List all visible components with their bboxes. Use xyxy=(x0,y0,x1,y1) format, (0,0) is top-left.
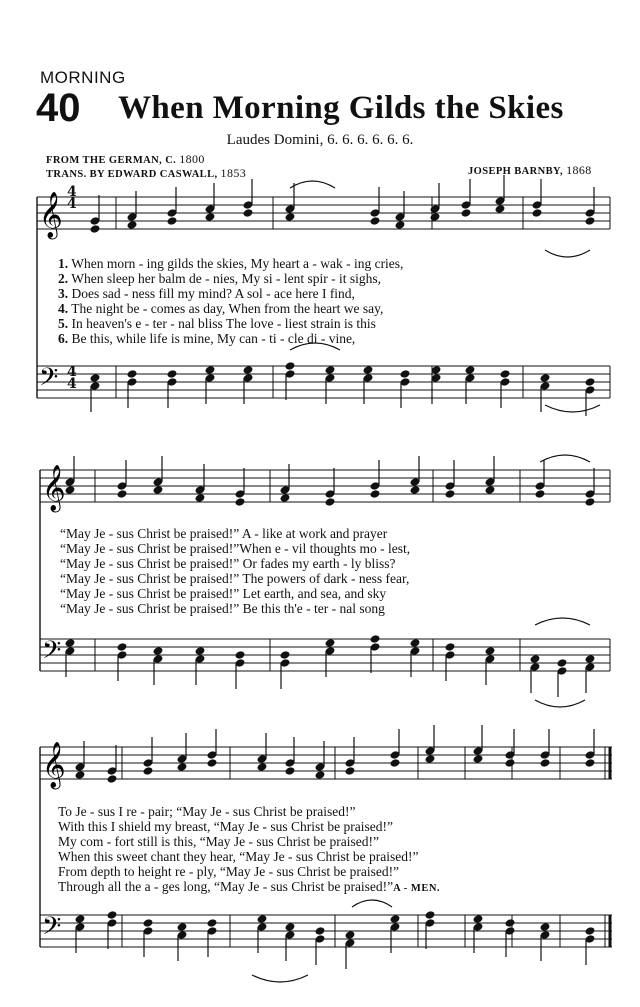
lyric-line: “May Je - sus Christ be praised!” A - like at work and prayer xyxy=(60,526,388,541)
note-head xyxy=(153,485,164,495)
note-head xyxy=(325,497,336,507)
lyric-line: With this I shield my breast, “May Je - sus Christ be praised!” xyxy=(58,819,394,834)
note-head xyxy=(207,758,218,768)
note-head xyxy=(315,926,326,936)
note-head xyxy=(585,497,596,507)
note-head xyxy=(177,762,188,772)
note-head xyxy=(585,654,596,664)
treble-clef-icon: 𝄞 xyxy=(42,465,66,511)
lyric-line: “May Je - sus Christ be praised!” Be this th'e - ter - nal song xyxy=(60,601,385,616)
note-head xyxy=(325,638,336,648)
tie-slur xyxy=(535,618,590,625)
note-head xyxy=(75,914,86,924)
time-signature-bottom: 4 xyxy=(67,196,77,212)
time-signature-top: 4 xyxy=(67,184,77,200)
note-head xyxy=(410,485,421,495)
note-head xyxy=(530,654,541,664)
time-signature-top: 4 xyxy=(67,364,77,380)
bass-clef-icon: 𝄢 xyxy=(42,912,62,947)
treble-time-signature xyxy=(67,186,77,210)
note-head xyxy=(315,770,326,780)
composer-year: 1868 xyxy=(566,163,592,177)
lyric-line: “May Je - sus Christ be praised!” Let earth, and sea, and sky xyxy=(60,586,387,601)
treble-clef-icon: 𝄞 xyxy=(42,742,66,788)
lyrics-system-2 xyxy=(60,526,620,616)
note-head xyxy=(500,369,511,379)
bass-clef-icon: 𝄢 xyxy=(39,363,59,398)
note-head xyxy=(127,369,138,379)
note-head xyxy=(505,758,516,768)
hymn-number: 40 xyxy=(36,86,81,130)
note-head xyxy=(485,646,496,656)
note-head xyxy=(400,369,411,379)
note-head xyxy=(473,754,484,764)
note-head xyxy=(410,638,421,648)
note-head xyxy=(395,220,406,230)
note-head xyxy=(585,377,596,387)
lyric-line: 2. When sleep her balm de - nies, My si - lent spir - it sighs, xyxy=(58,271,381,286)
note-head xyxy=(75,770,86,780)
tie-slur xyxy=(540,455,590,462)
note-head xyxy=(243,365,254,375)
lyric-line: “May Je - sus Christ be praised!” The powers of dark - ness fear, xyxy=(60,571,410,586)
note-head xyxy=(195,646,206,656)
translator-year: 1853 xyxy=(220,166,247,180)
text-source-year: 1800 xyxy=(179,152,205,166)
note-head xyxy=(235,650,246,660)
note-head xyxy=(65,638,76,648)
note-head xyxy=(285,766,296,776)
note-head xyxy=(257,914,268,924)
note-head xyxy=(370,634,381,644)
note-head xyxy=(540,373,551,383)
tie-slur xyxy=(290,181,335,188)
note-head xyxy=(153,646,164,656)
note-head xyxy=(167,369,178,379)
note-head xyxy=(485,485,496,495)
translator-label: TRANS. BY EDWARD CASWALL, xyxy=(46,169,218,180)
note-head xyxy=(540,922,551,932)
tie-slur xyxy=(252,975,308,982)
lyric-line: To Je - sus I re - pair; “May Je - sus Christ be praised!” xyxy=(58,804,356,819)
note-head xyxy=(107,910,118,920)
lyric-line: From depth to height re - ply, “May Je - sus Christ be praised!” xyxy=(58,864,400,879)
note-head xyxy=(585,216,596,226)
note-head xyxy=(445,489,456,499)
tie-slur xyxy=(545,405,600,412)
note-head xyxy=(285,361,296,371)
note-head xyxy=(280,650,291,660)
note-head xyxy=(205,212,216,222)
composer-label: JOSEPH BARNBY, xyxy=(468,166,564,177)
hymn-title: When Morning Gilds the Skies xyxy=(118,90,564,126)
note-head xyxy=(117,489,128,499)
bass-clef-icon: 𝄢 xyxy=(42,636,62,671)
note-head xyxy=(143,918,154,928)
note-head xyxy=(390,758,401,768)
lyric-line: “May Je - sus Christ be praised!”When e - vil thoughts mo - lest, xyxy=(60,541,411,556)
note-head xyxy=(532,208,543,218)
lyrics-system-3 xyxy=(58,804,618,894)
lyric-line: 1. When morn - ing gilds the skies, My heart a - wak - ing cries, xyxy=(58,256,404,271)
note-head xyxy=(235,497,246,507)
text-source-label: FROM THE GERMAN, C. xyxy=(46,155,177,166)
note-head xyxy=(257,762,268,772)
lyric-line: “May Je - sus Christ be praised!” Or fades my earth - ly bliss? xyxy=(60,556,396,571)
note-head xyxy=(505,918,516,928)
note-head xyxy=(473,914,484,924)
note-head xyxy=(345,766,356,776)
note-head xyxy=(445,642,456,652)
amen-label: A - MEN. xyxy=(393,883,441,894)
note-head xyxy=(117,642,128,652)
note-head xyxy=(167,216,178,226)
note-head xyxy=(127,220,138,230)
tie-slur xyxy=(535,700,585,707)
note-head xyxy=(207,918,218,928)
note-head xyxy=(285,922,296,932)
lyric-line: 4. The night be - comes as day, When from the heart we say, xyxy=(58,301,384,316)
note-head xyxy=(585,758,596,768)
section-heading: MORNING xyxy=(40,68,126,87)
lyric-line: 3. Does sad - ness fill my mind? A sol - ace here I find, xyxy=(58,286,355,301)
note-head xyxy=(425,754,436,764)
note-head xyxy=(285,212,296,222)
note-head xyxy=(325,365,336,375)
note-head xyxy=(430,212,441,222)
lyrics-system-1 xyxy=(58,256,618,346)
note-head xyxy=(535,489,546,499)
bass-time-signature xyxy=(67,366,77,390)
note-head xyxy=(370,489,381,499)
note-head xyxy=(280,493,291,503)
note-head xyxy=(143,766,154,776)
note-head xyxy=(177,922,188,932)
tie-slur xyxy=(352,900,392,907)
lyric-line: 6. Be this, while life is mine, My can - ti - cle di - vine, xyxy=(58,331,356,346)
note-head xyxy=(90,224,101,234)
lyric-line: 5. In heaven's e - ter - nal bliss The love - liest strain is this xyxy=(58,316,376,331)
treble-clef-icon: 𝄞 xyxy=(39,192,63,238)
note-head xyxy=(107,774,118,784)
note-head xyxy=(495,204,506,214)
note-head xyxy=(205,365,216,375)
note-head xyxy=(461,208,472,218)
time-signature-bottom: 4 xyxy=(67,376,77,392)
lyric-line: Through all the a - ges long, “May Je - sus Christ be praised!”A - MEN. xyxy=(58,879,441,894)
note-head xyxy=(195,493,206,503)
lyric-line: My com - fort still is this, “May Je - sus Christ be praised!” xyxy=(58,834,379,849)
note-head xyxy=(243,208,254,218)
tune-name: Laudes Domini, 6. 6. 6. 6. 6. 6. xyxy=(226,132,414,148)
note-head xyxy=(390,914,401,924)
note-head xyxy=(557,658,568,668)
note-head xyxy=(540,758,551,768)
note-head xyxy=(65,485,76,495)
note-head xyxy=(370,216,381,226)
lyric-line: When this sweet chant they hear, “May Je - sus Christ be praised!” xyxy=(58,849,419,864)
note-head xyxy=(465,365,476,375)
note-head xyxy=(425,910,436,920)
note-head xyxy=(363,365,374,375)
note-head xyxy=(345,930,356,940)
note-head xyxy=(585,926,596,936)
note-head xyxy=(90,373,101,383)
